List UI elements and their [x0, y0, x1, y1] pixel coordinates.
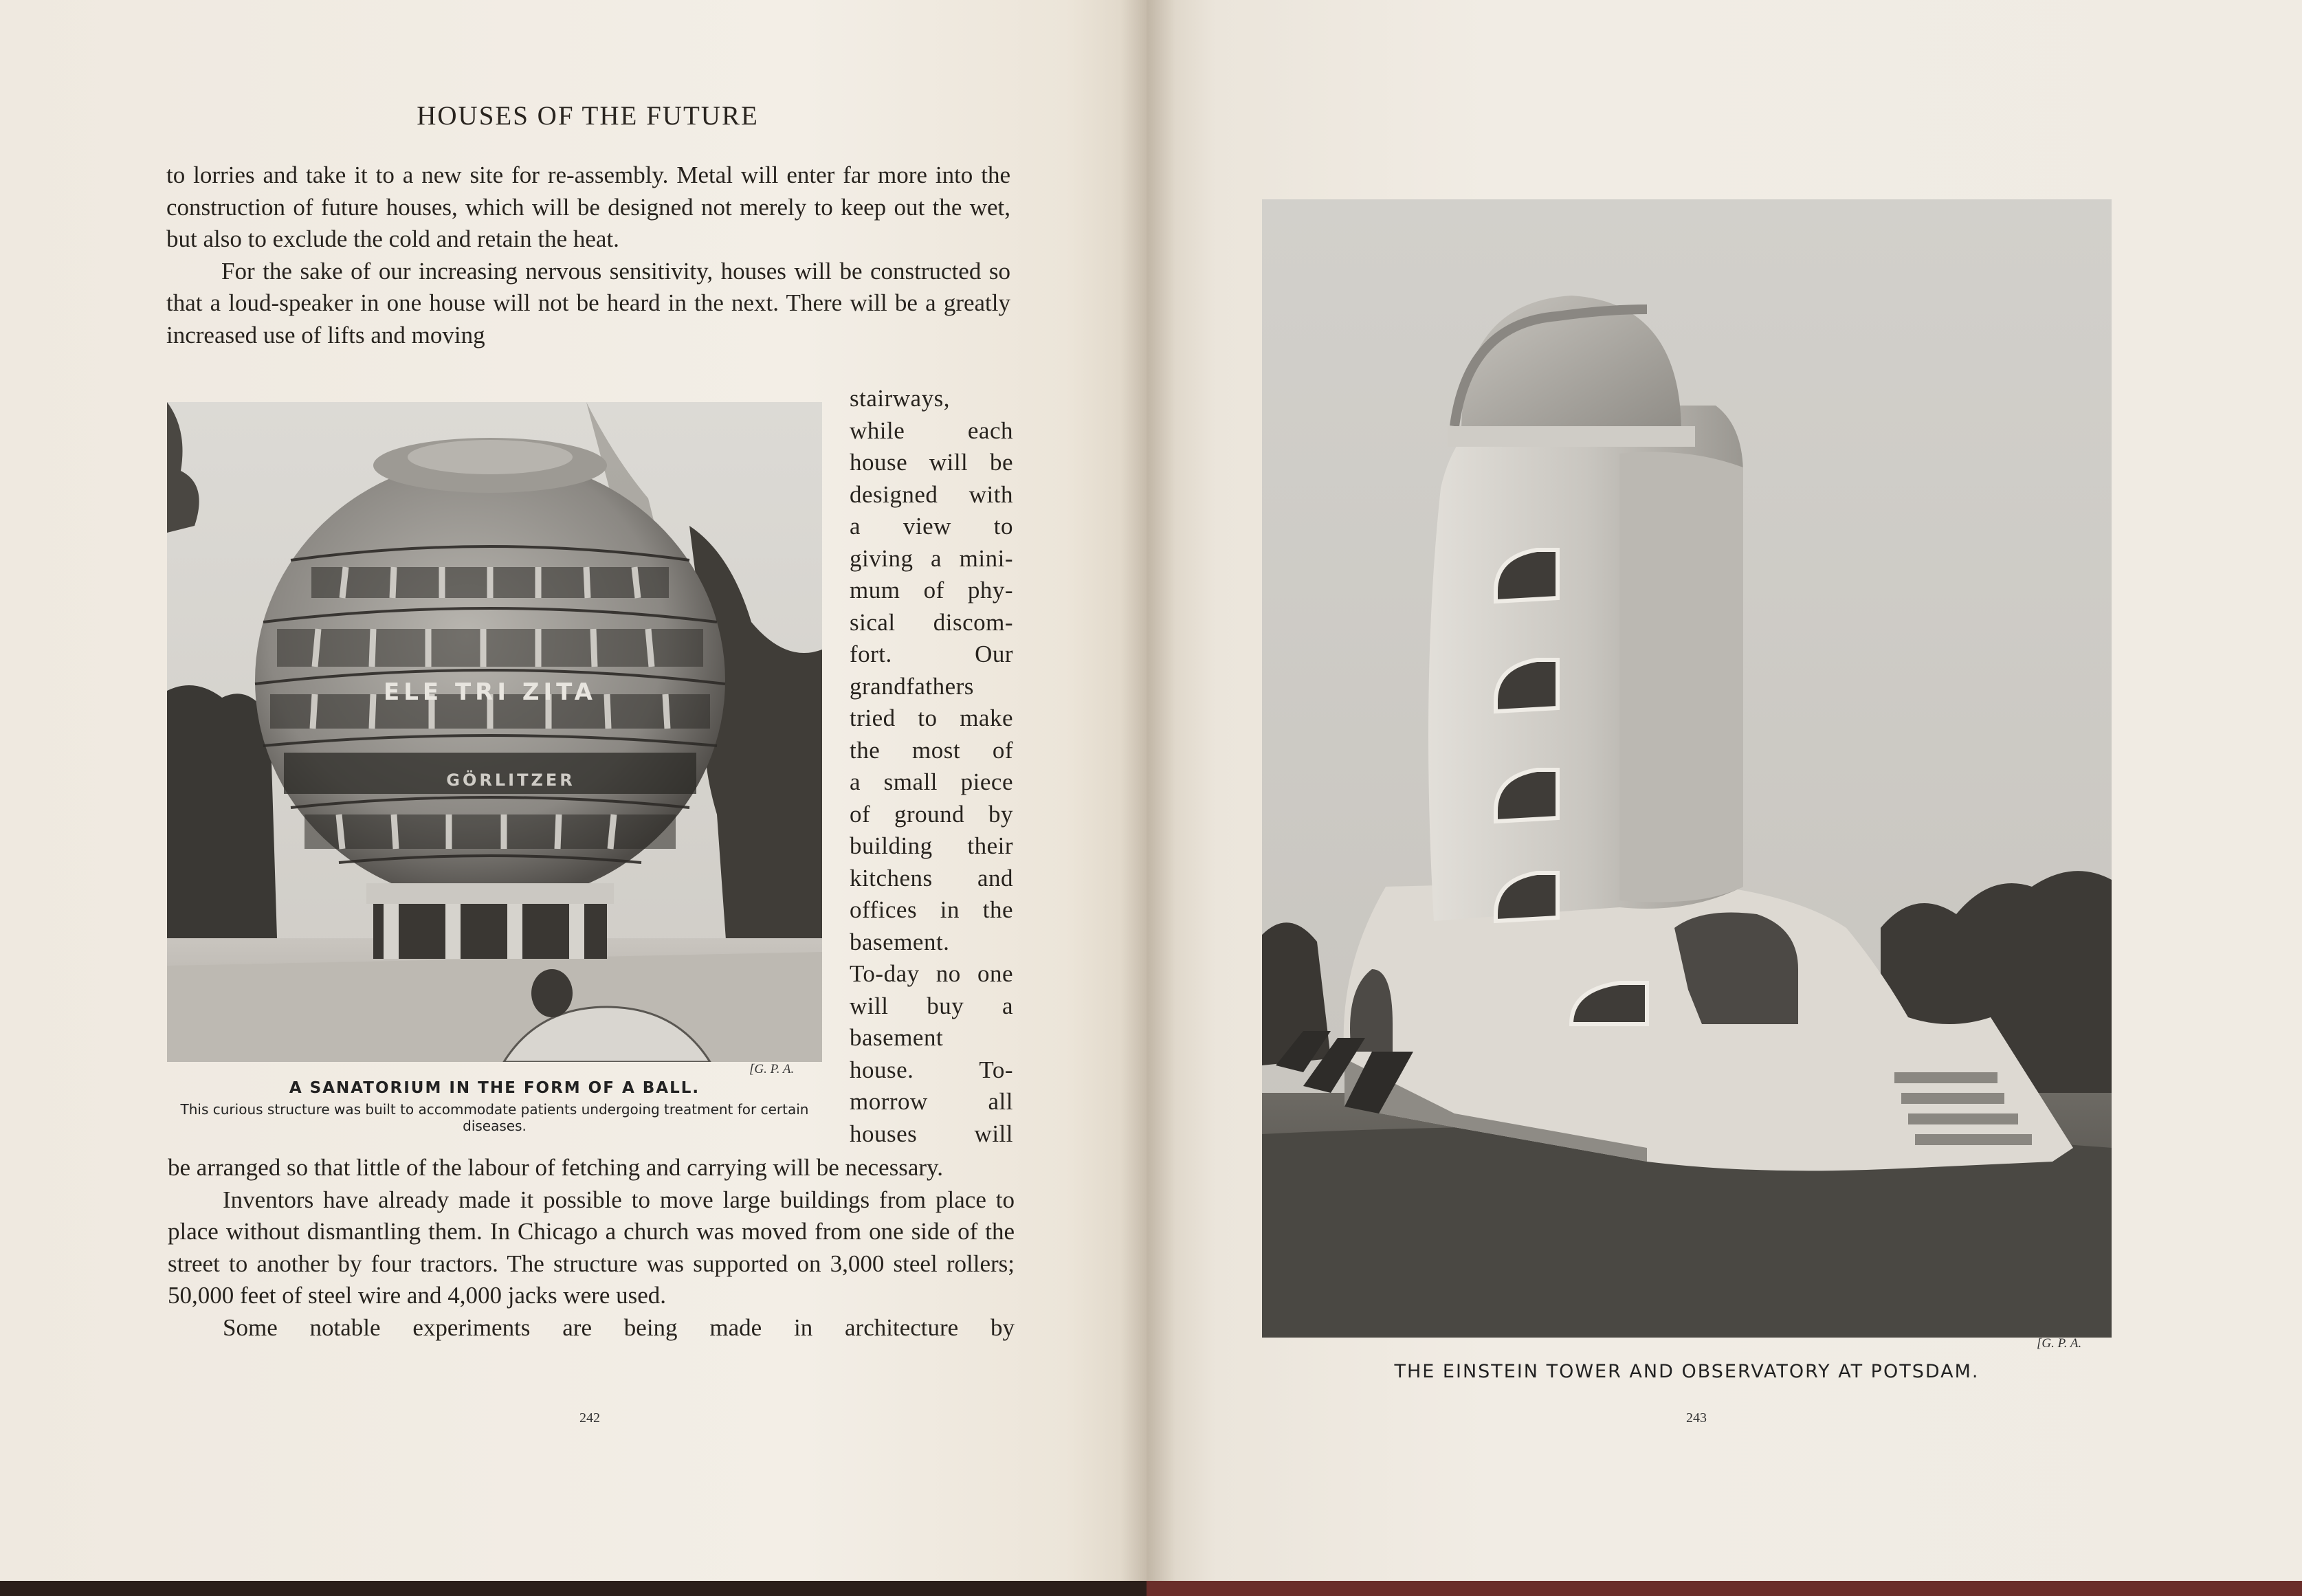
book-bottom-edge [0, 1581, 2302, 1596]
caption-title: A SANATORIUM IN THE FORM OF A BALL. [289, 1079, 700, 1097]
side-line: while each [850, 417, 1013, 444]
page-number: 243 [1686, 1410, 1707, 1426]
side-line: To-day no one [850, 960, 1013, 987]
photo-credit: [G. P. A. [2037, 1336, 2082, 1351]
side-line: house will be [850, 449, 1013, 476]
side-line: designed with [850, 480, 1013, 508]
paragraph: to lorries and take it to a new site for re-assembly. Metal will enter far more into the construction of future houses, which will be designed not merely to keep out the wet, but also to exclude the cold and retain the heat. [166, 162, 1010, 252]
side-line: stairways, [850, 385, 950, 412]
caption-title: THE EINSTEIN TOWER AND OBSERVATORY AT POTSDAM. [1394, 1361, 1980, 1382]
caption-body: This curious structure was built to accommodate patients undergoing treatment for certain diseases. [180, 1101, 809, 1134]
side-line: a small piece [850, 768, 1013, 795]
right-page [1147, 0, 2302, 1581]
side-line: building their [850, 832, 1013, 859]
side-line: mum of phy- [850, 577, 1013, 603]
photo-credit: [G. P. A. [749, 1062, 795, 1076]
ball-sign-text: ELE TRI ZITA [384, 678, 597, 706]
side-line: basement. [850, 928, 950, 955]
side-line: tried to make [850, 705, 1013, 731]
book-cover-edge [1147, 1581, 2302, 1596]
side-line: a view to [850, 513, 1013, 540]
side-line: kitchens and [850, 864, 1013, 891]
running-head: HOUSES OF THE FUTURE [417, 101, 759, 131]
side-line: houses will [850, 1120, 1013, 1147]
paragraph: be arranged so that little of the labour of fetching and carrying will be necessary. [168, 1154, 943, 1181]
left-page [0, 0, 1147, 1581]
side-line: house. To- [850, 1056, 1013, 1083]
side-line: sical discom- [850, 608, 1013, 636]
einstein-tower-photo [1262, 199, 2112, 1338]
ball-sign-text-2: GÖRLITZER [446, 771, 575, 790]
side-line: basement [850, 1024, 944, 1051]
sanatorium-photo [167, 402, 822, 1062]
text-block-top [166, 159, 1010, 351]
side-line: offices in the [850, 896, 1013, 923]
side-line: grandfathers [850, 672, 974, 700]
paragraph: Some notable experiments are being made in architecture by [223, 1314, 1015, 1341]
side-line: will buy a [850, 992, 1013, 1019]
page-number: 242 [579, 1410, 600, 1426]
text-block-bottom [168, 1152, 1015, 1344]
paragraph: For the sake of our increasing nervous sensitivity, houses will be constructed so that a loud-speaker in one house will not be heard in the next. There will be a greatly increased use of lifts and moving [166, 257, 1010, 348]
side-column [850, 383, 1013, 1150]
side-line: the most of [850, 736, 1013, 764]
paragraph: Inventors have already made it possible to move large buildings from place to place without dismantling them. In Chicago a church was moved from one side of the street to another by four tractors. The structure was supported on 3,000 steel rollers; 50,000 feet of steel wire and 4,000 jacks were used. [168, 1186, 1015, 1309]
side-line: fort. Our [850, 641, 1013, 667]
book-gutter [1120, 0, 1175, 1581]
side-line: of ground by [850, 800, 1013, 828]
side-line: morrow all [850, 1088, 1013, 1115]
side-line: giving a mini- [850, 544, 1013, 572]
